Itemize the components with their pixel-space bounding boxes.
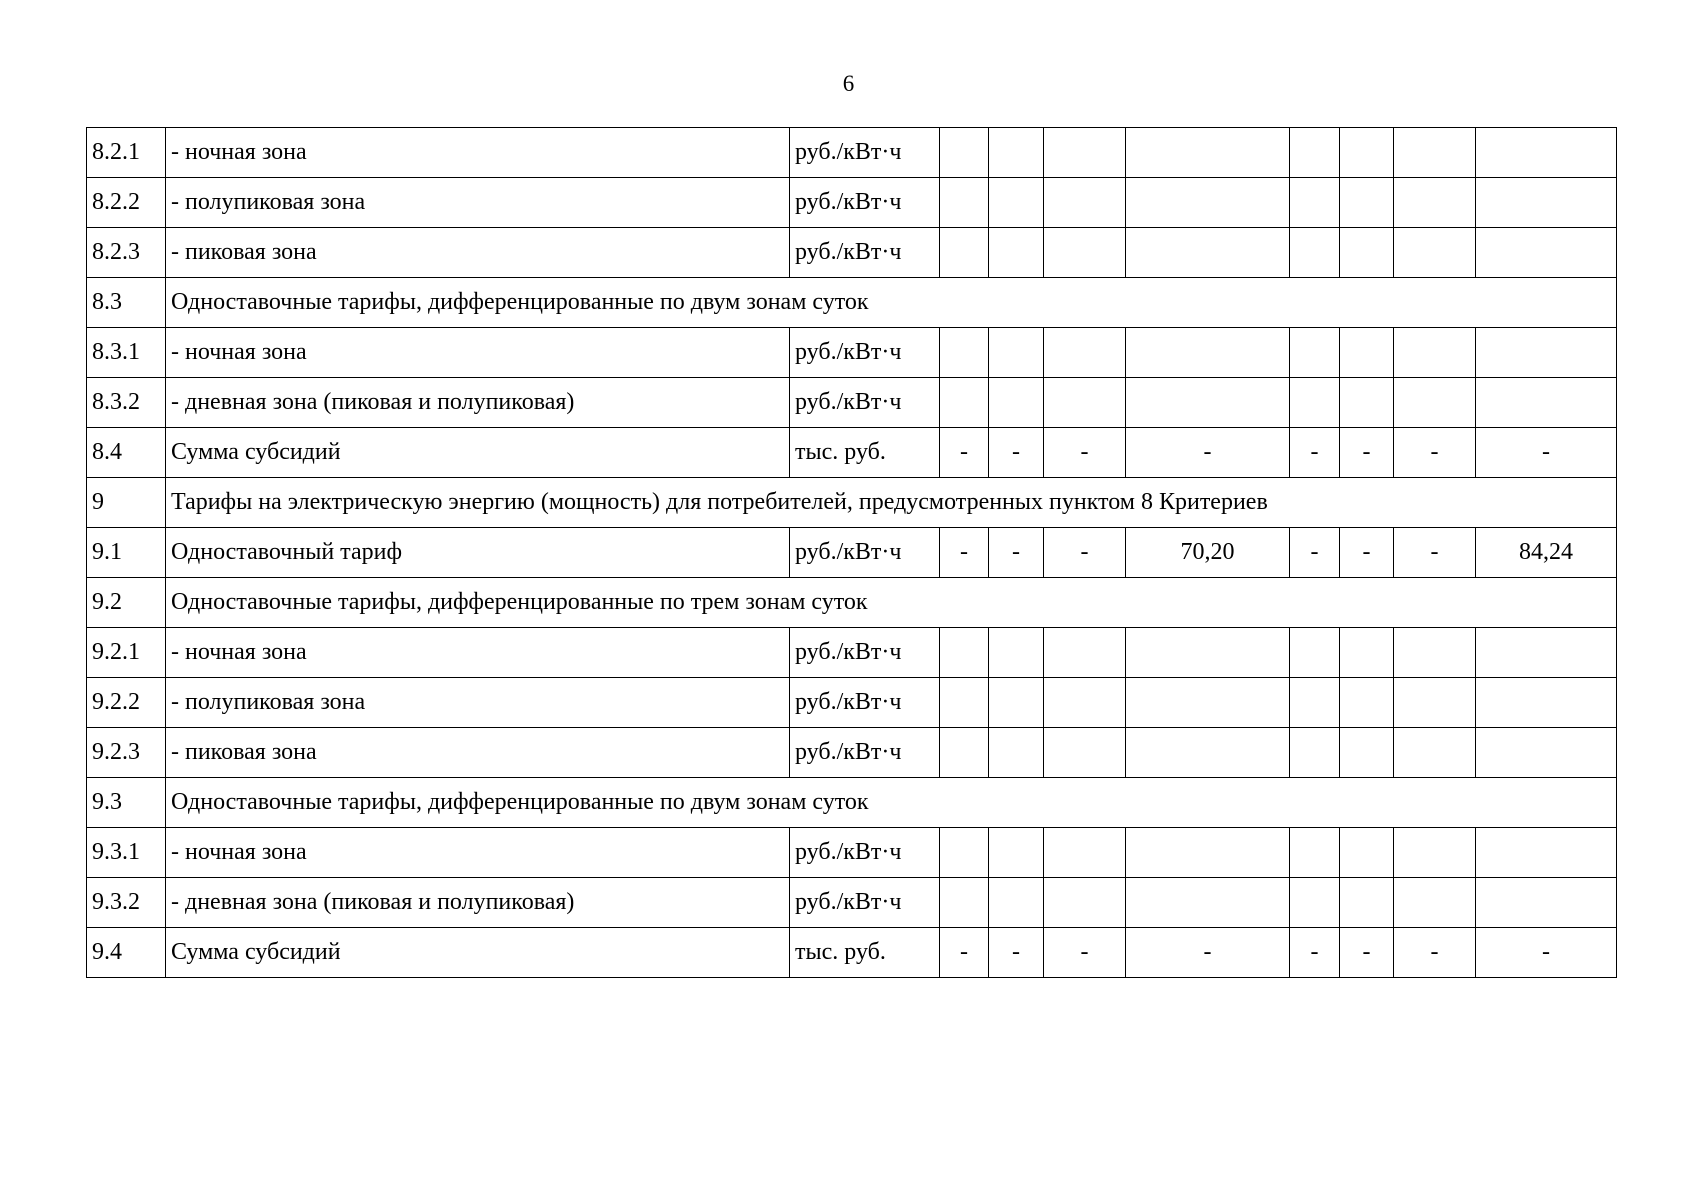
value-cell xyxy=(989,678,1044,728)
table-row xyxy=(87,428,1617,478)
value-cell xyxy=(989,878,1044,928)
row-number: 8.3 xyxy=(87,278,166,328)
row-unit: руб./кВт·ч xyxy=(790,378,940,428)
value-cell: - xyxy=(1044,928,1126,978)
value-cell xyxy=(1290,378,1340,428)
value-cell xyxy=(1044,178,1126,228)
value-cell xyxy=(1394,678,1476,728)
value-cell: 70,20 xyxy=(1126,528,1290,578)
value-cell: - xyxy=(1476,428,1617,478)
section-title: Тарифы на электрическую энергию (мощность) для потребителей, предусмотренных пунктом 8 Критериев xyxy=(166,478,1617,528)
value-cell xyxy=(1476,328,1617,378)
value-cell xyxy=(940,878,989,928)
row-number: 9.2.1 xyxy=(87,628,166,678)
value-cell xyxy=(1476,628,1617,678)
value-cell: - xyxy=(1340,428,1394,478)
value-cell xyxy=(1476,728,1617,778)
value-cell xyxy=(1044,728,1126,778)
row-number: 8.2.2 xyxy=(87,178,166,228)
value-cell xyxy=(1476,178,1617,228)
value-cell xyxy=(1340,328,1394,378)
value-cell xyxy=(989,328,1044,378)
table-row xyxy=(87,678,1617,728)
row-name: Сумма субсидий xyxy=(166,928,790,978)
row-number: 9.3.1 xyxy=(87,828,166,878)
value-cell xyxy=(1340,728,1394,778)
row-number: 8.2.3 xyxy=(87,228,166,278)
row-number: 9.2 xyxy=(87,578,166,628)
value-cell xyxy=(1394,378,1476,428)
value-cell xyxy=(1044,128,1126,178)
value-cell xyxy=(1044,228,1126,278)
value-cell xyxy=(989,378,1044,428)
value-cell xyxy=(1044,678,1126,728)
row-number: 9.2.3 xyxy=(87,728,166,778)
value-cell xyxy=(1126,328,1290,378)
value-cell xyxy=(1394,178,1476,228)
value-cell: - xyxy=(1290,528,1340,578)
value-cell xyxy=(1290,678,1340,728)
value-cell: - xyxy=(940,428,989,478)
row-number: 8.3.2 xyxy=(87,378,166,428)
value-cell: - xyxy=(989,928,1044,978)
value-cell xyxy=(1126,828,1290,878)
table-row xyxy=(87,328,1617,378)
value-cell xyxy=(1126,878,1290,928)
value-cell: - xyxy=(989,528,1044,578)
value-cell xyxy=(1476,128,1617,178)
value-cell: - xyxy=(1290,428,1340,478)
value-cell xyxy=(1044,628,1126,678)
value-cell xyxy=(1340,228,1394,278)
row-name: - дневная зона (пиковая и полупиковая) xyxy=(166,878,790,928)
row-unit: руб./кВт·ч xyxy=(790,178,940,228)
value-cell xyxy=(1290,728,1340,778)
value-cell xyxy=(1290,828,1340,878)
value-cell xyxy=(940,628,989,678)
table-row xyxy=(87,728,1617,778)
value-cell xyxy=(1340,628,1394,678)
value-cell: - xyxy=(1476,928,1617,978)
value-cell xyxy=(1126,728,1290,778)
row-number: 8.3.1 xyxy=(87,328,166,378)
value-cell xyxy=(1044,878,1126,928)
value-cell xyxy=(989,828,1044,878)
row-number: 9 xyxy=(87,478,166,528)
table-row xyxy=(87,628,1617,678)
row-name: Сумма субсидий xyxy=(166,428,790,478)
page-number: 6 xyxy=(842,71,855,96)
row-number: 9.3 xyxy=(87,778,166,828)
value-cell xyxy=(1126,178,1290,228)
row-unit: тыс. руб. xyxy=(790,928,940,978)
row-unit: руб./кВт·ч xyxy=(790,228,940,278)
row-name: - ночная зона xyxy=(166,328,790,378)
value-cell xyxy=(940,178,989,228)
value-cell: - xyxy=(1394,428,1476,478)
value-cell xyxy=(1044,378,1126,428)
row-name: - дневная зона (пиковая и полупиковая) xyxy=(166,378,790,428)
row-number: 9.2.2 xyxy=(87,678,166,728)
value-cell xyxy=(1290,228,1340,278)
row-unit: руб./кВт·ч xyxy=(790,878,940,928)
value-cell xyxy=(1340,178,1394,228)
value-cell xyxy=(1394,878,1476,928)
value-cell xyxy=(1394,728,1476,778)
table-body xyxy=(87,128,1617,978)
value-cell xyxy=(1290,128,1340,178)
section-title: Одноставочные тарифы, дифференцированные по двум зонам суток xyxy=(166,778,1617,828)
section-row xyxy=(87,478,1617,528)
value-cell xyxy=(940,828,989,878)
row-unit: руб./кВт·ч xyxy=(790,678,940,728)
value-cell xyxy=(940,328,989,378)
value-cell xyxy=(940,128,989,178)
value-cell xyxy=(1290,328,1340,378)
row-name: - полупиковая зона xyxy=(166,678,790,728)
table-row xyxy=(87,878,1617,928)
value-cell xyxy=(1290,878,1340,928)
value-cell xyxy=(1126,628,1290,678)
value-cell: - xyxy=(1340,528,1394,578)
value-cell xyxy=(989,178,1044,228)
value-cell: - xyxy=(1044,528,1126,578)
section-row xyxy=(87,278,1617,328)
row-unit: руб./кВт·ч xyxy=(790,628,940,678)
row-name: - ночная зона xyxy=(166,628,790,678)
row-name: - полупиковая зона xyxy=(166,178,790,228)
value-cell xyxy=(989,728,1044,778)
row-unit: руб./кВт·ч xyxy=(790,128,940,178)
value-cell xyxy=(1394,128,1476,178)
value-cell: - xyxy=(1394,928,1476,978)
table-row xyxy=(87,128,1617,178)
table-row xyxy=(87,178,1617,228)
value-cell xyxy=(1394,328,1476,378)
row-name: - ночная зона xyxy=(166,128,790,178)
value-cell xyxy=(1340,878,1394,928)
section-title: Одноставочные тарифы, дифференцированные по трем зонам суток xyxy=(166,578,1617,628)
value-cell xyxy=(1394,628,1476,678)
row-number: 8.4 xyxy=(87,428,166,478)
row-unit: руб./кВт·ч xyxy=(790,328,940,378)
value-cell xyxy=(989,128,1044,178)
table-row xyxy=(87,928,1617,978)
row-number: 9.1 xyxy=(87,528,166,578)
table-row xyxy=(87,828,1617,878)
value-cell xyxy=(1126,378,1290,428)
value-cell xyxy=(989,628,1044,678)
value-cell xyxy=(989,228,1044,278)
value-cell: - xyxy=(1340,928,1394,978)
row-number: 9.3.2 xyxy=(87,878,166,928)
value-cell xyxy=(940,228,989,278)
value-cell: - xyxy=(940,928,989,978)
value-cell xyxy=(1476,828,1617,878)
row-name: - пиковая зона xyxy=(166,728,790,778)
value-cell xyxy=(1044,828,1126,878)
value-cell xyxy=(1394,828,1476,878)
value-cell xyxy=(1290,628,1340,678)
section-title: Одноставочные тарифы, дифференцированные по двум зонам суток xyxy=(166,278,1617,328)
value-cell xyxy=(1340,378,1394,428)
value-cell: - xyxy=(1290,928,1340,978)
value-cell xyxy=(1126,678,1290,728)
value-cell: - xyxy=(989,428,1044,478)
table-row xyxy=(87,528,1617,578)
table-row xyxy=(87,378,1617,428)
value-cell: - xyxy=(1044,428,1126,478)
table-row xyxy=(87,228,1617,278)
value-cell: - xyxy=(1126,428,1290,478)
row-name: - ночная зона xyxy=(166,828,790,878)
row-unit: руб./кВт·ч xyxy=(790,528,940,578)
value-cell: - xyxy=(1394,528,1476,578)
section-row xyxy=(87,778,1617,828)
value-cell: 84,24 xyxy=(1476,528,1617,578)
value-cell xyxy=(1476,228,1617,278)
row-number: 8.2.1 xyxy=(87,128,166,178)
row-name: - пиковая зона xyxy=(166,228,790,278)
row-unit: руб./кВт·ч xyxy=(790,728,940,778)
value-cell xyxy=(1126,228,1290,278)
row-unit: руб./кВт·ч xyxy=(790,828,940,878)
value-cell xyxy=(1044,328,1126,378)
value-cell xyxy=(1476,378,1617,428)
row-unit: тыс. руб. xyxy=(790,428,940,478)
value-cell xyxy=(940,378,989,428)
value-cell xyxy=(1476,878,1617,928)
value-cell: - xyxy=(940,528,989,578)
value-cell xyxy=(1394,228,1476,278)
value-cell xyxy=(940,728,989,778)
value-cell xyxy=(1476,678,1617,728)
value-cell xyxy=(1126,128,1290,178)
tariff-table xyxy=(86,127,1617,978)
value-cell xyxy=(1340,678,1394,728)
row-name: Одноставочный тариф xyxy=(166,528,790,578)
value-cell xyxy=(1340,828,1394,878)
section-row xyxy=(87,578,1617,628)
value-cell: - xyxy=(1126,928,1290,978)
value-cell xyxy=(1340,128,1394,178)
value-cell xyxy=(940,678,989,728)
row-number: 9.4 xyxy=(87,928,166,978)
value-cell xyxy=(1290,178,1340,228)
